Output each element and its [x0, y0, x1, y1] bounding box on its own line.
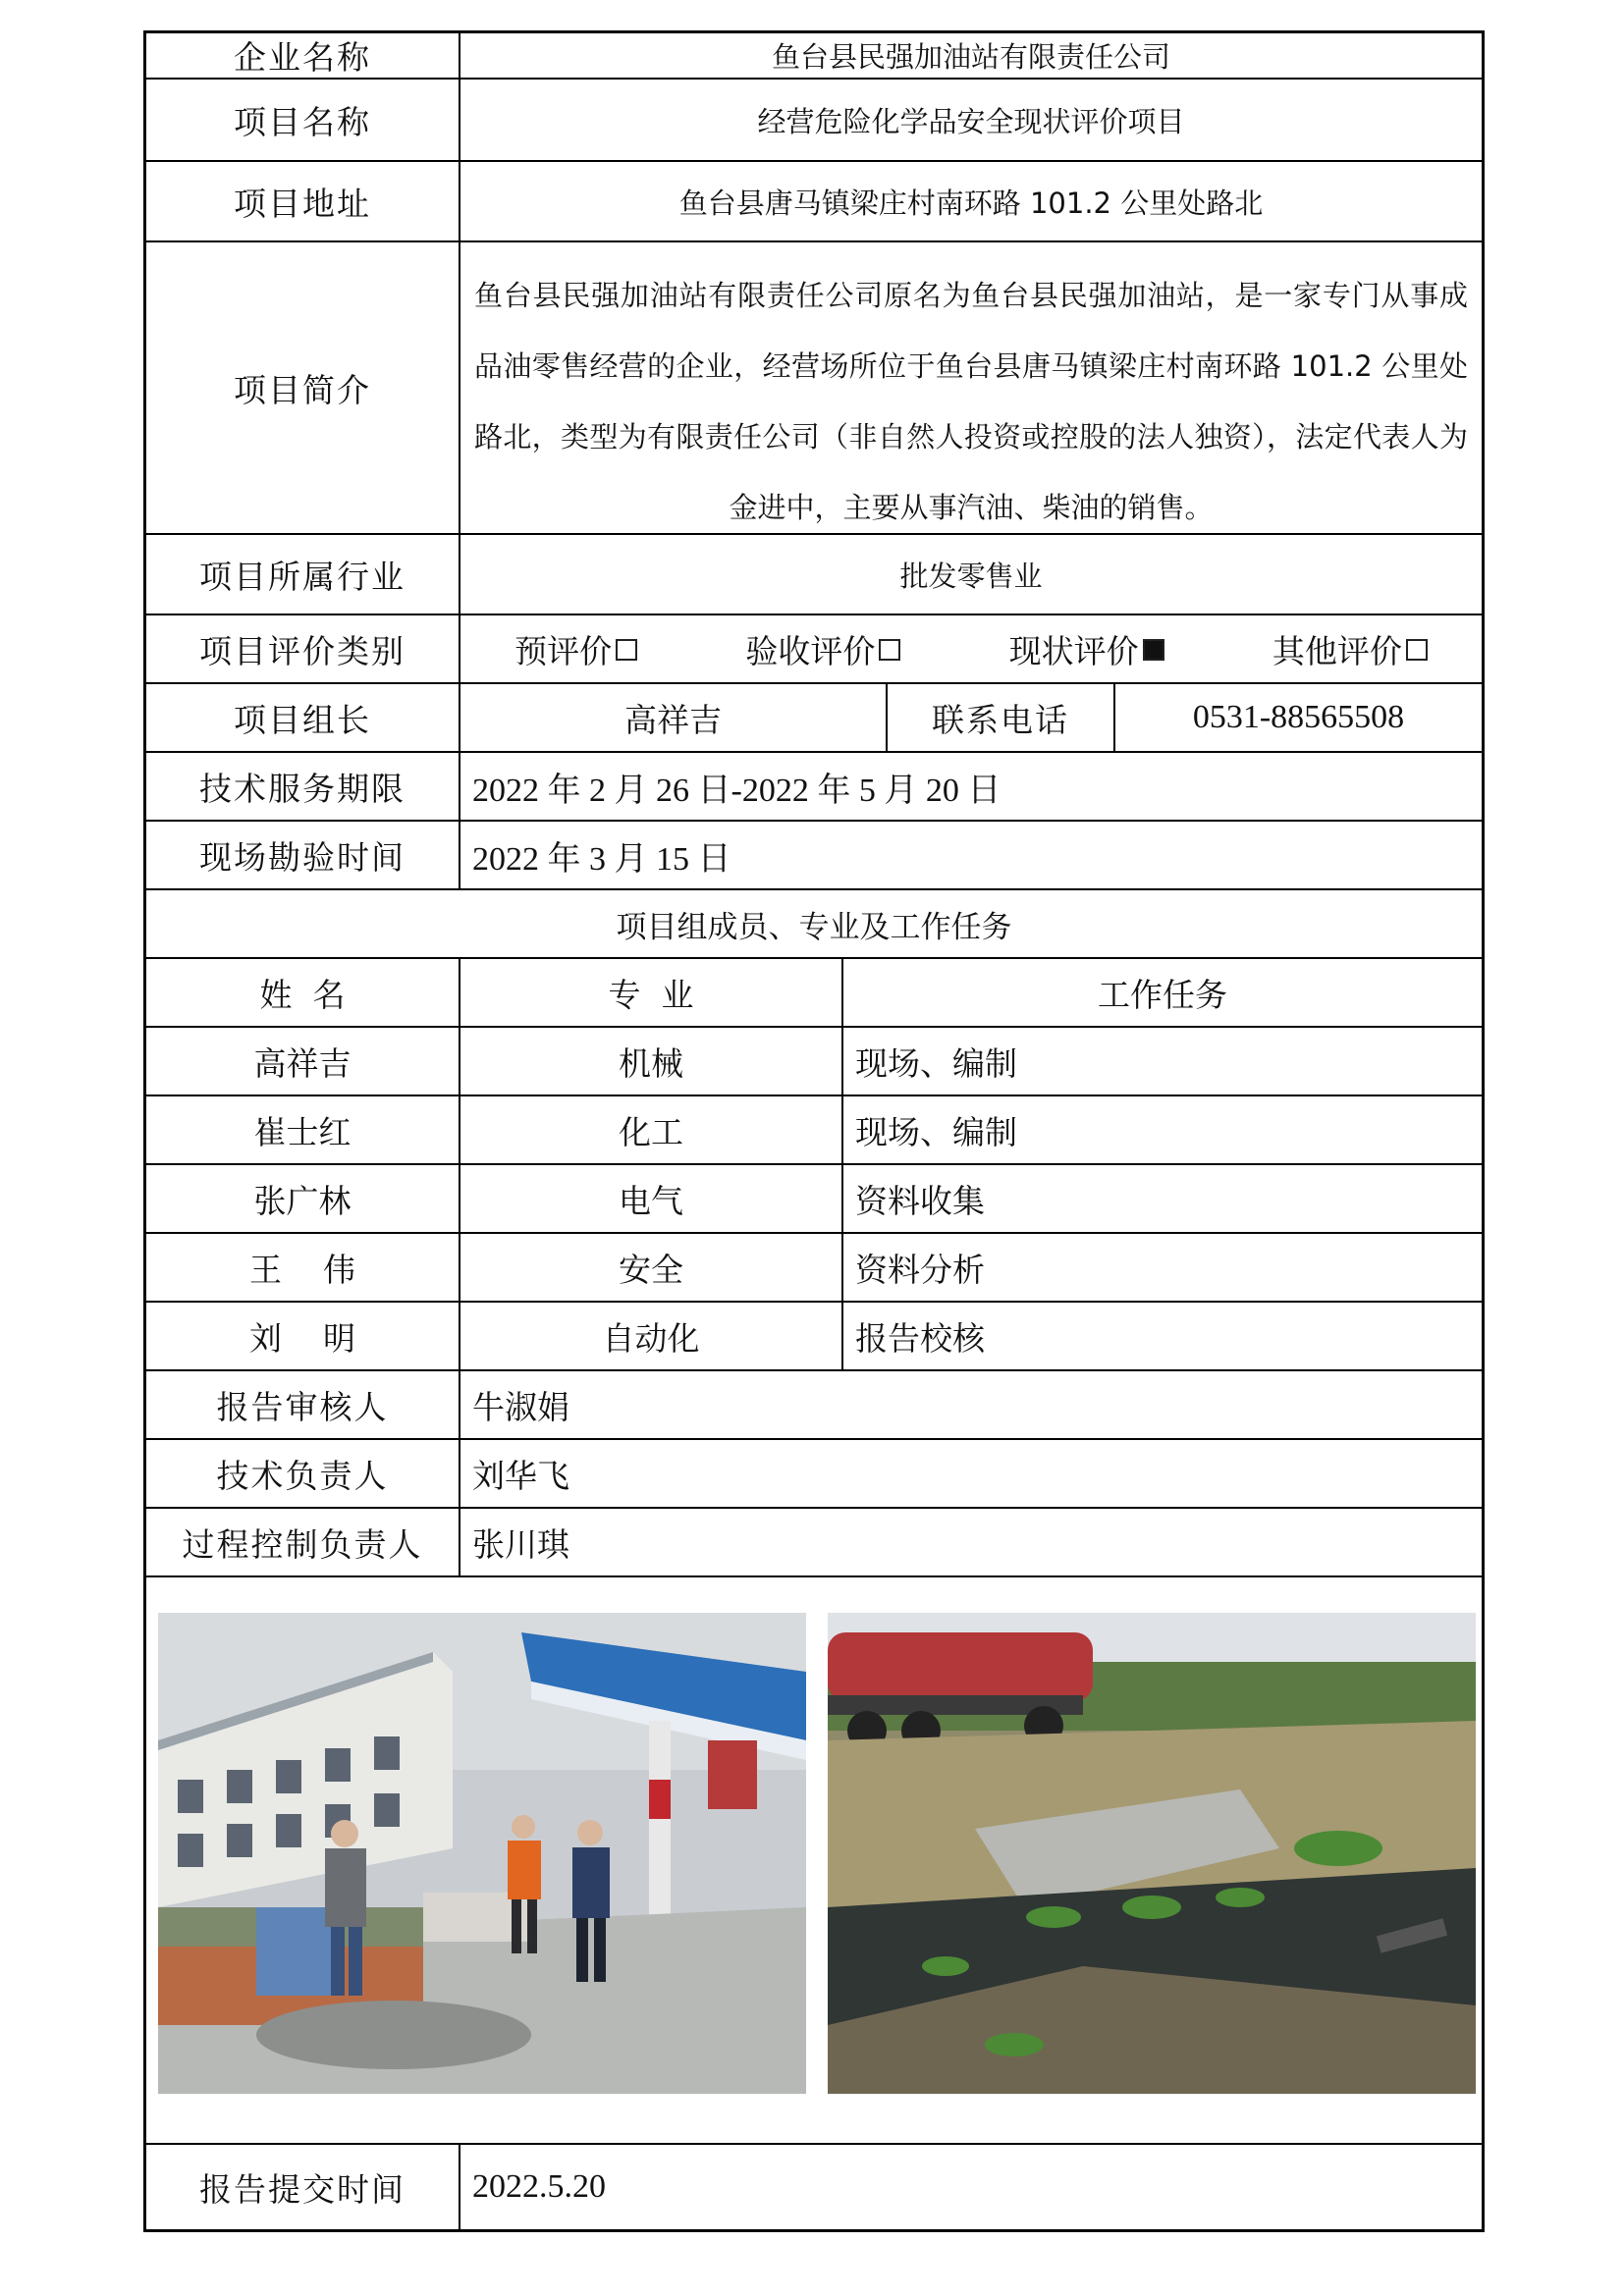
row-project-intro	[146, 240, 1482, 533]
member-name: 王 伟	[249, 1250, 355, 1289]
industry-value: 批发零售业	[459, 535, 1482, 614]
member-task: 资料收集	[841, 1165, 1482, 1232]
table-row	[146, 1232, 1482, 1301]
tanker-photo-icon	[828, 1613, 1476, 2094]
member-name: 高祥吉	[253, 1043, 352, 1083]
table-row	[146, 1301, 1482, 1369]
table-row	[146, 1163, 1482, 1232]
leader-label: 项目组长	[234, 700, 371, 739]
member-specialty: 电气	[459, 1165, 841, 1232]
row-service-period	[146, 751, 1482, 820]
table-row	[146, 1026, 1482, 1095]
row-members-title	[146, 888, 1482, 957]
company-value: 鱼台县民强加油站有限责任公司	[459, 33, 1482, 78]
row-process-lead	[146, 1507, 1482, 1575]
row-leader	[146, 682, 1482, 751]
row-project-address	[146, 160, 1482, 240]
site-photo-tanker-drainage	[828, 1613, 1476, 2094]
eval-option-current[interactable]: 现状评价	[1009, 626, 1164, 672]
eval-option-other[interactable]: 其他评价	[1272, 626, 1428, 672]
member-task: 现场、编制	[841, 1096, 1482, 1163]
row-industry	[146, 533, 1482, 614]
row-evaluation-type	[146, 614, 1482, 682]
member-specialty: 机械	[459, 1028, 841, 1095]
member-task: 现场、编制	[841, 1028, 1482, 1095]
members-header-row	[146, 957, 1482, 1026]
process-lead-value: 张川琪	[459, 1509, 1482, 1575]
project-name-label: 项目名称	[234, 102, 371, 141]
header-name: 姓 名	[259, 975, 346, 1014]
header-specialty: 专 业	[459, 959, 841, 1026]
evaluation-type-label: 项目评价类别	[199, 631, 406, 670]
member-name: 崔士红	[253, 1112, 352, 1151]
project-intro-value: 鱼台县民强加油站有限责任公司原名为鱼台县民强加油站，是一家专门从事成品油零售经营的企业，经营场所位于鱼台县唐马镇梁庄村南环路 101.2 公里处路北，类型为有限责任公司（非自然人投资或控股的法人独资），法定代表人为金进中，主要从事汽油、柴油的销售。	[459, 242, 1482, 533]
checkbox-empty-icon	[616, 639, 637, 661]
member-specialty: 化工	[459, 1096, 841, 1163]
survey-time-value: 2022 年 3 月 15 日	[459, 822, 1482, 888]
table-row	[146, 1095, 1482, 1163]
row-reviewer	[146, 1369, 1482, 1438]
checkbox-empty-icon	[879, 639, 900, 661]
station-photo-icon	[158, 1613, 806, 2094]
reviewer-label: 报告审核人	[216, 1387, 389, 1426]
project-address-value: 鱼台县唐马镇梁庄村南环路 101.2 公里处路北	[459, 162, 1482, 240]
phone-value: 0531-88565508	[1113, 684, 1482, 751]
row-project-name	[146, 78, 1482, 160]
tech-lead-value: 刘华飞	[459, 1440, 1482, 1507]
site-photo-station-inspection	[158, 1613, 806, 2094]
row-photos	[146, 1575, 1482, 2143]
project-name-value: 经营危险化学品安全现状评价项目	[459, 80, 1482, 160]
members-title: 项目组成员、专业及工作任务	[616, 909, 1012, 945]
member-task: 资料分析	[841, 1234, 1482, 1301]
checkbox-empty-icon	[1406, 639, 1428, 661]
industry-label: 项目所属行业	[199, 557, 406, 596]
tech-lead-label: 技术负责人	[216, 1456, 389, 1495]
member-name: 张广林	[253, 1181, 352, 1220]
member-specialty: 安全	[459, 1234, 841, 1301]
project-address-label: 项目地址	[234, 184, 371, 223]
process-lead-label: 过程控制负责人	[182, 1524, 423, 1564]
eval-option-acceptance[interactable]: 验收评价	[745, 626, 900, 672]
submit-time-value: 2022.5.20	[459, 2145, 1482, 2229]
row-company	[146, 33, 1482, 78]
company-label: 企业名称	[234, 38, 371, 77]
member-task: 报告校核	[841, 1303, 1482, 1369]
reviewer-value: 牛淑娟	[459, 1371, 1482, 1438]
member-name: 刘 明	[249, 1318, 355, 1358]
eval-option-pre[interactable]: 预评价	[514, 626, 637, 672]
checkbox-filled-icon	[1143, 639, 1164, 661]
service-period-label: 技术服务期限	[199, 769, 406, 808]
header-task: 工作任务	[841, 959, 1482, 1026]
phone-label: 联系电话	[886, 684, 1113, 751]
evaluation-type-options	[459, 615, 1482, 682]
submit-time-label: 报告提交时间	[199, 2169, 406, 2209]
member-specialty: 自动化	[459, 1303, 841, 1369]
evaluation-info-table	[143, 30, 1485, 2232]
project-intro-label: 项目简介	[234, 370, 371, 409]
leader-value: 高祥吉	[459, 684, 886, 751]
row-submit-time	[146, 2143, 1482, 2229]
row-survey-time	[146, 820, 1482, 888]
survey-time-label: 现场勘验时间	[199, 837, 406, 877]
service-period-value: 2022 年 2 月 26 日-2022 年 5 月 20 日	[459, 753, 1482, 820]
row-tech-lead	[146, 1438, 1482, 1507]
